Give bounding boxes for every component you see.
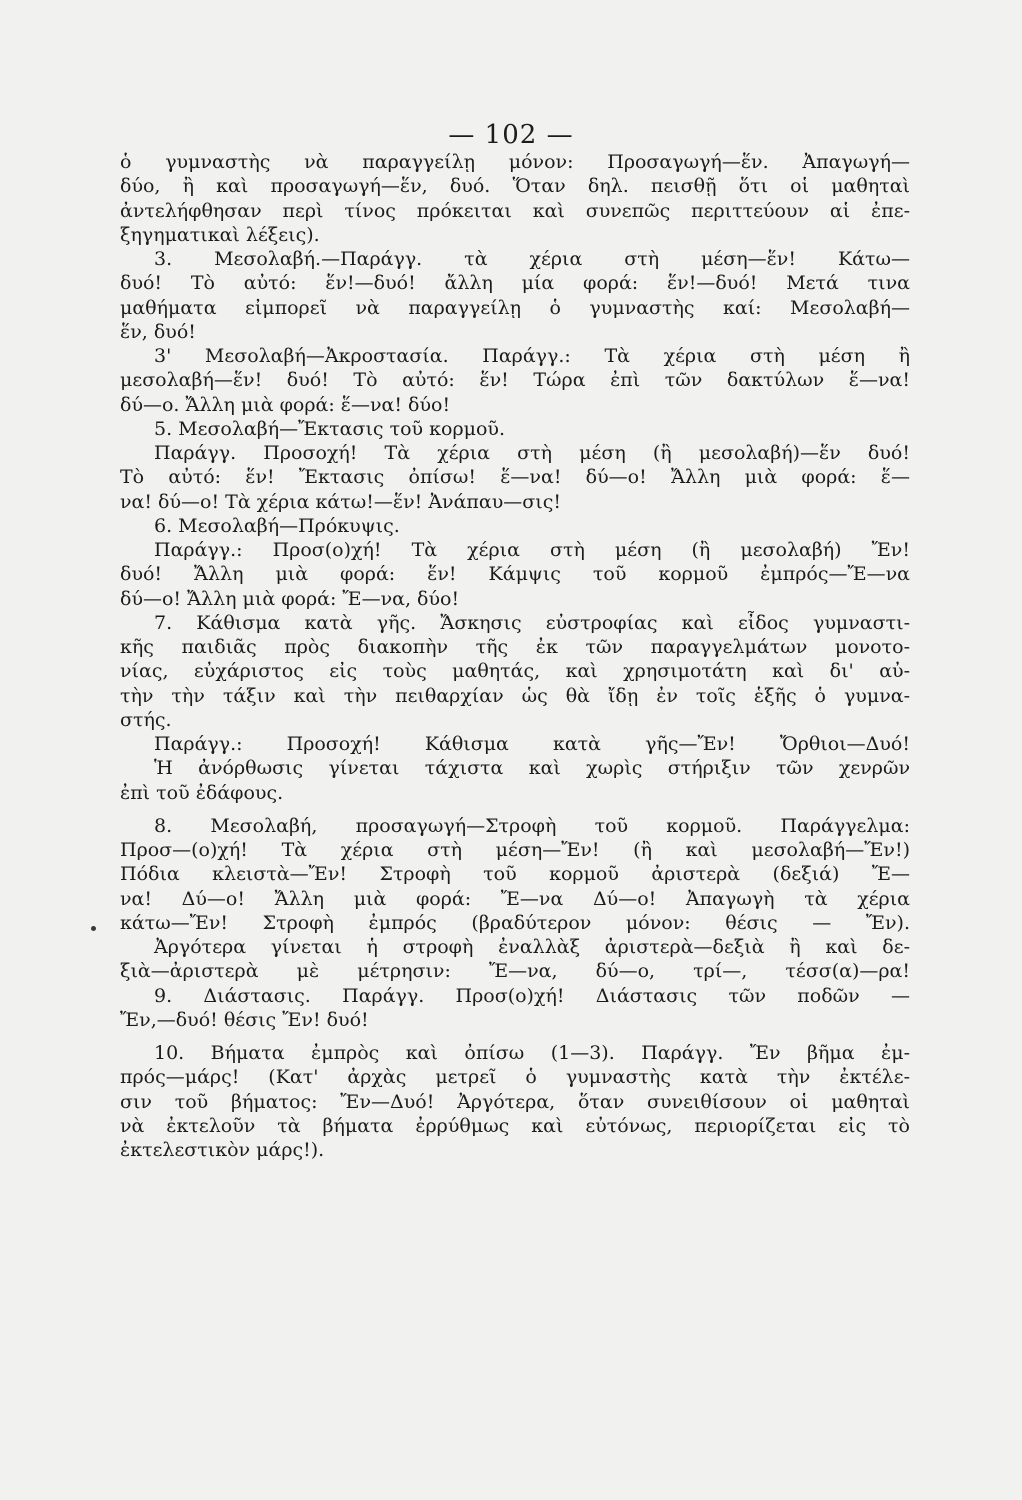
text-line: κάτω—Ἔν! Στροφὴ ἐμπρός (βραδύτερον μόνον: θέσις — Ἔν). (120, 911, 910, 934)
text-line: 7. Κάθισμα κατὰ γῆς. Ἄσκησις εὐστροφίας καὶ εἶδος γυμναστι- (154, 611, 910, 634)
text-line: πρός—μάρς! (Κατ' ἀρχὰς μετρεῖ ὁ γυμναστὴς κατὰ τὴν ἐκτέλε- (120, 1066, 910, 1089)
text-line: δύο, ἢ καὶ προσαγωγή—ἕν, δυό. Ὅταν δηλ. πεισθῇ ὅτι οἱ μαθηταὶ (120, 175, 910, 198)
text-line: ἕν, δυό! (120, 320, 196, 343)
text-line: 8. Μεσολαβή, προσαγωγή—Στροφὴ τοῦ κορμοῦ. Παράγγελμα: (154, 814, 910, 837)
text-line: στής. (120, 708, 172, 731)
body-text (120, 150, 910, 1162)
text-line: νὰ ἐκτελοῦν τὰ βήματα ἐρρύθμως καὶ εὐτόνως, περιορίζεται εἰς τὸ (120, 1114, 910, 1137)
text-line: δύ—ο! Ἄλλη μιὰ φορά: Ἔ—να, δύο! (120, 587, 460, 610)
text-line: ξιὰ—ἀριστερὰ μὲ μέτρησιν: Ἔ—να, δύ—ο, τρί—, τέσσ(α)—ρα! (120, 960, 910, 983)
text-line: Προσ—(ο)χή! Τὰ χέρια στὴ μέση—Ἔν! (ἢ καὶ μεσολαβή—Ἔν!) (120, 839, 910, 861)
text-line: τὴν τὴν τάξιν καὶ τὴν πειθαρχίαν ὡς θὰ ἴδῃ ἐν τοῖς ἑξῆς ὁ γυμνα- (120, 684, 910, 707)
text-line: 3. Μεσολαβή.—Παράγγ. τὰ χέρια στὴ μέση—ἕν! Κάτω— (154, 248, 910, 270)
page-number: — 102 — (448, 120, 574, 150)
text-line: Παράγγ.: Προσοχή! Κάθισμα κατὰ γῆς—Ἔν! Ὄρθιοι—Δυό! (154, 733, 910, 755)
text-line: Ἔν,—δυό! θέσις Ἔν! δυό! (120, 1008, 369, 1031)
text-line: 6. Μεσολαβή—Πρόκυψις. (154, 514, 400, 537)
text-line: 10. Βήματα ἐμπρὸς καὶ ὀπίσω (1—3). Παράγγ. Ἔν βῆμα ἐμ- (154, 1042, 910, 1064)
text-line: νίας, εὐχάριστος εἰς τοὺς μαθητάς, καὶ χρησιμοτάτη καὶ δι' αὐ- (120, 660, 910, 683)
text-line: ἐπὶ τοῦ ἐδάφους. (120, 781, 284, 804)
paragraph-gap (120, 805, 910, 814)
text-line: 3' Μεσολαβή—Ἀκροστασία. Παράγγ.: Τὰ χέρια στὴ μέση ἢ (154, 345, 910, 367)
text-line: 9. Διάστασις. Παράγγ. Προσ(ο)χή! Διάστασις τῶν ποδῶν — (154, 984, 910, 1007)
text-line: δυό! Τὸ αὐτό: ἕν!—δυό! ἄλλη μία φορά: ἕν!—δυό! Μετά τινα (120, 272, 910, 295)
text-line: σιν τοῦ βήματος: Ἔν—Δυό! Ἀργότερα, ὅταν συνειθίσουν οἱ μαθηταὶ (120, 1090, 910, 1113)
text-line: δυό! Ἄλλη μιὰ φορά: ἕν! Κάμψις τοῦ κορμοῦ ἐμπρός—Ἔ—να (120, 563, 910, 586)
text-line: δύ—ο. Ἄλλη μιὰ φορά: ἕ—να! δύο! (120, 393, 451, 416)
text-line: κῆς παιδιᾶς πρὸς διακοπὴν τῆς ἐκ τῶν παραγγελμάτων μονοτο- (120, 636, 910, 658)
text-line: ἀντελήφθησαν περὶ τίνος πρόκειται καὶ συνεπῶς περιττεύουν αἱ ἐπε- (120, 199, 910, 222)
text-line: Ἀργότερα γίνεται ἡ στροφὴ ἐναλλὰξ ἀριστερὰ—δεξιὰ ἢ καὶ δε- (154, 936, 910, 958)
text-line: μεσολαβή—ἕν! δυό! Τὸ αὐτό: ἕν! Τώρα ἐπὶ τῶν δακτύλων ἕ—να! (120, 369, 910, 392)
text-line: ὁ γυμναστὴς νὰ παραγγείλῃ μόνον: Προσαγωγή—ἕν. Ἀπαγωγή— (120, 151, 910, 173)
text-line: Παράγγ. Προσοχή! Τὰ χέρια στὴ μέση (ἢ μεσολαβή)—ἕν δυό! (154, 442, 910, 464)
text-line: ἐκτελεστικὸν μάρς!). (120, 1139, 325, 1161)
text-line: να! δύ—ο! Τὰ χέρια κάτω!—ἕν! Ἀνάπαυ—σις! (120, 490, 561, 513)
text-line: Πόδια κλειστὰ—Ἔν! Στροφὴ τοῦ κορμοῦ ἀριστερὰ (δεξιά) Ἔ— (120, 863, 910, 886)
text-line: μαθήματα εἰμπορεῖ νὰ παραγγείλῃ ὁ γυμναστὴς καί: Μεσολαβή— (120, 296, 910, 319)
text-line: Ἡ ἀνόρθωσις γίνεται τάχιστα καὶ χωρὶς στήριξιν τῶν χενρῶν (154, 757, 910, 780)
text-line: Παράγγ.: Προσ(ο)χή! Τὰ χέρια στὴ μέση (ἢ μεσολαβή) Ἔν! (154, 539, 910, 561)
text-line: να! Δύ—ο! Ἄλλη μιὰ φορά: Ἔ—να Δύ—ο! Ἀπαγωγὴ τὰ χέρια (120, 887, 910, 910)
paragraph-gap (120, 1032, 910, 1041)
text-line: 5. Μεσολαβή—Ἔκτασις τοῦ κορμοῦ. (154, 417, 505, 440)
text-line: Τὸ αὐτό: ἕν! Ἔκτασις ὀπίσω! ἕ—να! δύ—ο! Ἄλλη μιὰ φορά: ἕ— (120, 466, 910, 489)
ink-speck (91, 926, 96, 931)
text-line: ξηγηματικαὶ λέξεις). (120, 223, 320, 246)
